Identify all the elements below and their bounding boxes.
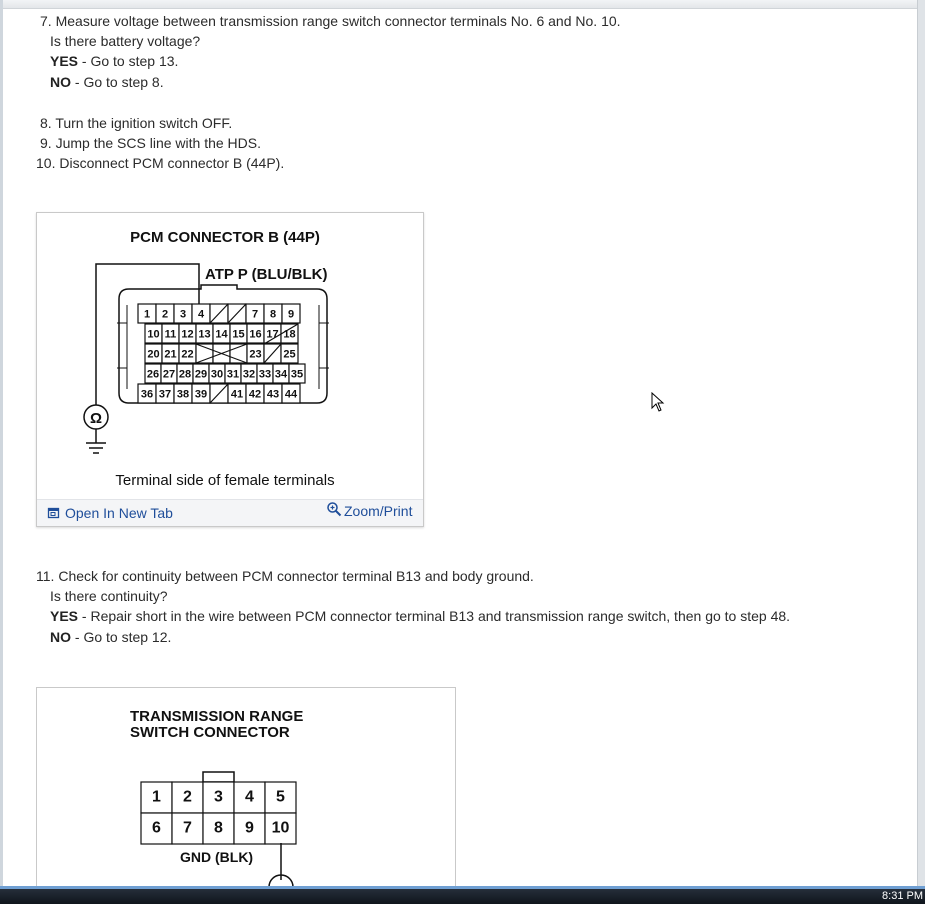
terminal-number: 2 [183, 788, 192, 806]
terminal-number: 43 [266, 388, 280, 401]
figure-toolbar [37, 499, 423, 526]
connector-lock-tab [203, 772, 234, 782]
terminal-number: 12 [181, 328, 194, 341]
diagram-title: PCM CONNECTOR B (44P) [130, 229, 320, 246]
step-number: 11. [36, 568, 55, 584]
terminal-number: 26 [146, 368, 160, 381]
terminal-number: 42 [248, 388, 262, 401]
terminal-number: 28 [178, 368, 192, 381]
step-7-yes [50, 53, 178, 70]
step-number: 10. [36, 155, 56, 171]
step-text: Turn the ignition switch OFF. [55, 115, 233, 131]
ohm-symbol: Ω [89, 410, 103, 427]
terminal-number: 14 [215, 328, 228, 341]
terminal-number: 37 [158, 388, 172, 401]
terminal-number: 8 [269, 308, 277, 321]
wire-label: ATP P (BLU/BLK) [205, 266, 328, 283]
terminal-number: 32 [242, 368, 256, 381]
zoom-print-label: Zoom/Print [344, 503, 413, 519]
terminal-number: 15 [232, 328, 245, 341]
step-text: Jump the SCS line with the HDS. [55, 135, 261, 151]
taskbar-clock[interactable]: 8:31 PM [882, 890, 923, 902]
terminal-number: 25 [283, 348, 296, 361]
open-new-tab-icon [47, 506, 61, 519]
terminal-number: 44 [284, 388, 298, 401]
switch-terminal-grid [141, 782, 296, 844]
gnd-label: GND (BLK) [180, 849, 254, 865]
terminal-number: 3 [214, 788, 223, 806]
step-number: 8. [40, 115, 52, 131]
yes-label: YES [50, 608, 79, 624]
terminal-number: 3 [179, 308, 187, 321]
diagram-title-line2: SWITCH CONNECTOR [130, 724, 290, 741]
step-11-no [50, 629, 171, 646]
terminal-number: 9 [245, 819, 254, 837]
terminal-number: 16 [249, 328, 262, 341]
terminal-number: 9 [287, 308, 295, 321]
terminal-number: 39 [194, 388, 208, 401]
terminal-number: 33 [258, 368, 272, 381]
step-7-question: Is there battery voltage? [50, 33, 201, 49]
transmission-range-switch-figure [36, 687, 456, 887]
step-11 [36, 568, 534, 585]
terminal-number: 7 [183, 819, 192, 837]
step-7 [40, 13, 621, 30]
pcm-connector-figure [36, 212, 424, 527]
terminal-number: 17 [266, 328, 279, 341]
terminal-number: 27 [162, 368, 176, 381]
terminal-number: 1 [152, 788, 161, 806]
taskbar [0, 886, 925, 904]
step-text: Check for continuity between PCM connector terminal B13 and body ground. [58, 568, 534, 584]
step-number: 9. [40, 135, 52, 151]
terminal-number: 20 [147, 348, 160, 361]
step-text: Disconnect PCM connector B (44P). [59, 155, 285, 171]
terminal-number: 4 [197, 308, 205, 321]
terminal-number: 41 [230, 388, 244, 401]
range-switch-diagram [37, 688, 455, 887]
terminal-number: 13 [198, 328, 211, 341]
terminal-number: 7 [251, 308, 259, 321]
terminal-number: 29 [194, 368, 208, 381]
diagram-title-line1: TRANSMISSION RANGE [130, 708, 304, 725]
step-9 [40, 135, 261, 152]
terminal-number: 10 [271, 819, 290, 837]
no-label: NO [50, 74, 71, 90]
zoom-print-link[interactable] [326, 501, 412, 519]
terminal-number: 1 [143, 308, 151, 321]
window-left-border [0, 0, 3, 886]
step-10 [36, 155, 284, 172]
no-label: NO [50, 629, 71, 645]
open-in-new-tab-link[interactable] [47, 505, 173, 521]
terminal-number: 22 [181, 348, 194, 361]
mouse-pointer-icon [651, 392, 665, 412]
no-text: - Go to step 12. [71, 629, 172, 645]
open-in-new-tab-label: Open In New Tab [65, 505, 173, 521]
terminal-number: 2 [161, 308, 169, 321]
step-7-no [50, 74, 164, 91]
yes-text: - Repair short in the wire between PCM connector terminal B13 and transmission range switch, then go to step 48. [78, 608, 791, 624]
terminal-number: 23 [249, 348, 262, 361]
terminal-number: 6 [152, 819, 161, 837]
terminal-number: 4 [245, 788, 254, 806]
terminal-number: 30 [210, 368, 224, 381]
terminal-number: 31 [226, 368, 240, 381]
step-11-yes [50, 608, 790, 625]
step-number: 7. [40, 13, 52, 29]
no-text: - Go to step 8. [71, 74, 164, 90]
step-text: Measure voltage between transmission range switch connector terminals No. 6 and No. 10. [55, 13, 621, 29]
terminal-number: 38 [176, 388, 190, 401]
ground-icon [86, 429, 106, 453]
terminal-number: 10 [147, 328, 160, 341]
terminal-number: 5 [276, 788, 285, 806]
step-8 [40, 115, 232, 132]
terminal-number: 36 [140, 388, 154, 401]
step-11-question: Is there continuity? [50, 588, 168, 604]
yes-label: YES [50, 53, 79, 69]
diagram-caption: Terminal side of female terminals [115, 472, 335, 489]
pcm-connector-diagram [37, 213, 423, 500]
terminal-number: 8 [214, 819, 223, 837]
terminal-number: 11 [164, 328, 177, 341]
browser-top-edge [0, 0, 925, 9]
taskbar-accent [0, 886, 925, 889]
magnifier-icon [326, 501, 342, 517]
terminal-number: 18 [283, 328, 296, 341]
yes-text: - Go to step 13. [78, 53, 179, 69]
window-right-border [917, 0, 925, 886]
terminal-number: 21 [164, 348, 177, 361]
terminal-number: 34 [274, 368, 288, 381]
terminal-number: 35 [290, 368, 304, 381]
pcm-terminal-grid [138, 304, 305, 403]
